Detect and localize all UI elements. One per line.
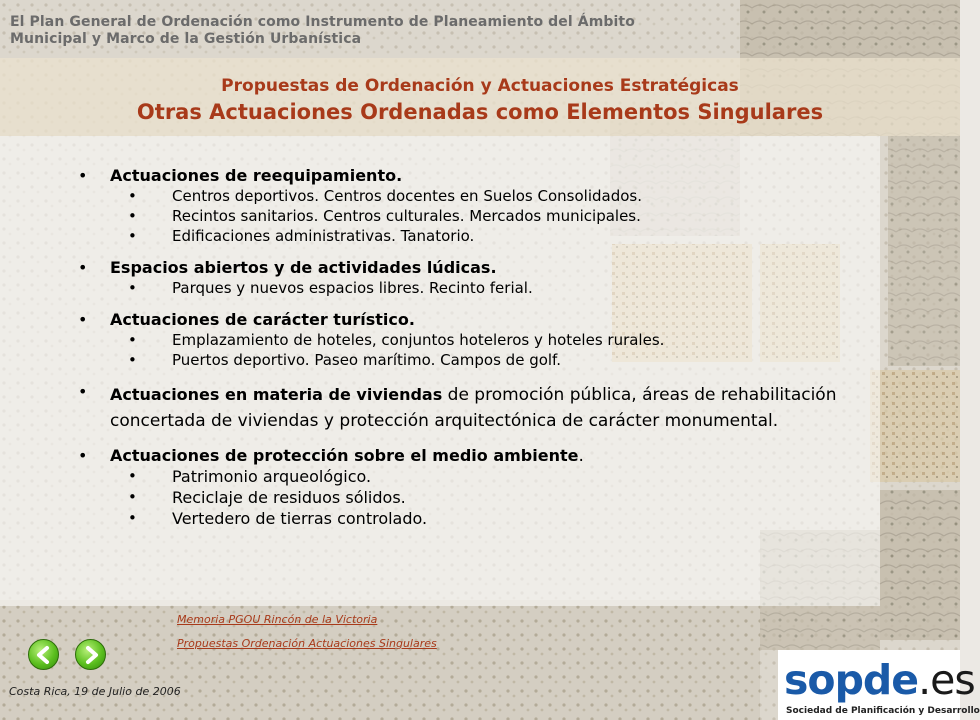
sopde-logo [778,650,980,720]
bullet: • [78,310,88,329]
list-item: • Parques y nuevos espacios libres. Recinto ferial. [128,279,533,297]
logo-word: sopde [784,656,919,704]
arrow-right-icon [80,644,102,666]
bullet: • [78,446,88,465]
section-reequipamiento [78,166,878,246]
logo-domain: .es [918,656,975,704]
slide-navigation [28,639,106,670]
list-item: • Edificaciones administrativas. Tanatorio. [128,227,475,245]
list-item: • Centros deportivos. Centros docentes en Suelos Consolidados. [128,187,642,205]
title-band [0,58,960,136]
bullet: • [78,382,88,401]
list-item: • Recintos sanitarios. Centros culturales. Mercados municipales. [128,207,641,225]
bullet: • [78,258,88,277]
list-item: • Emplazamiento de hoteles, conjuntos hoteleros y hoteles rurales. [128,331,665,349]
footer-date: Costa Rica, 19 de Julio de 2006 [9,685,181,698]
logo-tagline: Sociedad de Planificación y Desarrollo [786,706,980,716]
section-viviendas [78,382,878,434]
arrow-left-icon [33,644,55,666]
slide-subtitle: Propuestas de Ordenación y Actuaciones Estratégicas [221,76,739,96]
memoria-link[interactable]: Memoria PGOU Rincón de la Victoria [177,613,378,626]
header-line-2: Municipal y Marco de la Gestión Urbanística [10,31,362,47]
section-description: de promoción pública, áreas de rehabilitación concertada de viviendas y protección arquitectónica de carácter monumental. [110,385,837,431]
propuestas-link[interactable]: Propuestas Ordenación Actuaciones Singulares [177,637,437,650]
list-item: • Reciclaje de residuos sólidos. [128,488,406,507]
slide-content [78,166,878,541]
section-heading: Actuaciones de protección sobre el medio ambiente [110,446,579,465]
section-heading: Espacios abiertos y de actividades lúdicas. [110,258,497,277]
list-item: • Patrimonio arqueológico. [128,467,372,486]
slide-title: Otras Actuaciones Ordenadas como Elementos Singulares [136,100,824,124]
presentation-header [10,14,730,48]
next-slide-button[interactable] [75,639,106,670]
section-heading: Actuaciones de reequipamiento. [110,166,403,185]
section-espacios-abiertos [78,258,878,298]
section-turistico [78,310,878,370]
section-heading: Actuaciones en materia de viviendas [110,385,443,404]
section-heading: Actuaciones de carácter turístico. [110,310,415,329]
section-medio-ambiente: • Actuaciones de protección sobre el medio ambiente. • Patrimonio arqueológico. • Reciclaje de residuos sólidos. • Vertedero de tierras controlado. [78,446,878,529]
list-item: • Puertos deportivo. Paseo marítimo. Campos de golf. [128,351,562,369]
bullet: • [78,166,88,185]
navigation-links [177,613,437,661]
list-item: • Vertedero de tierras controlado. [128,509,428,528]
header-line-1: El Plan General de Ordenación como Instrumento de Planeamiento del Ámbito [10,14,635,30]
previous-slide-button[interactable] [28,639,59,670]
